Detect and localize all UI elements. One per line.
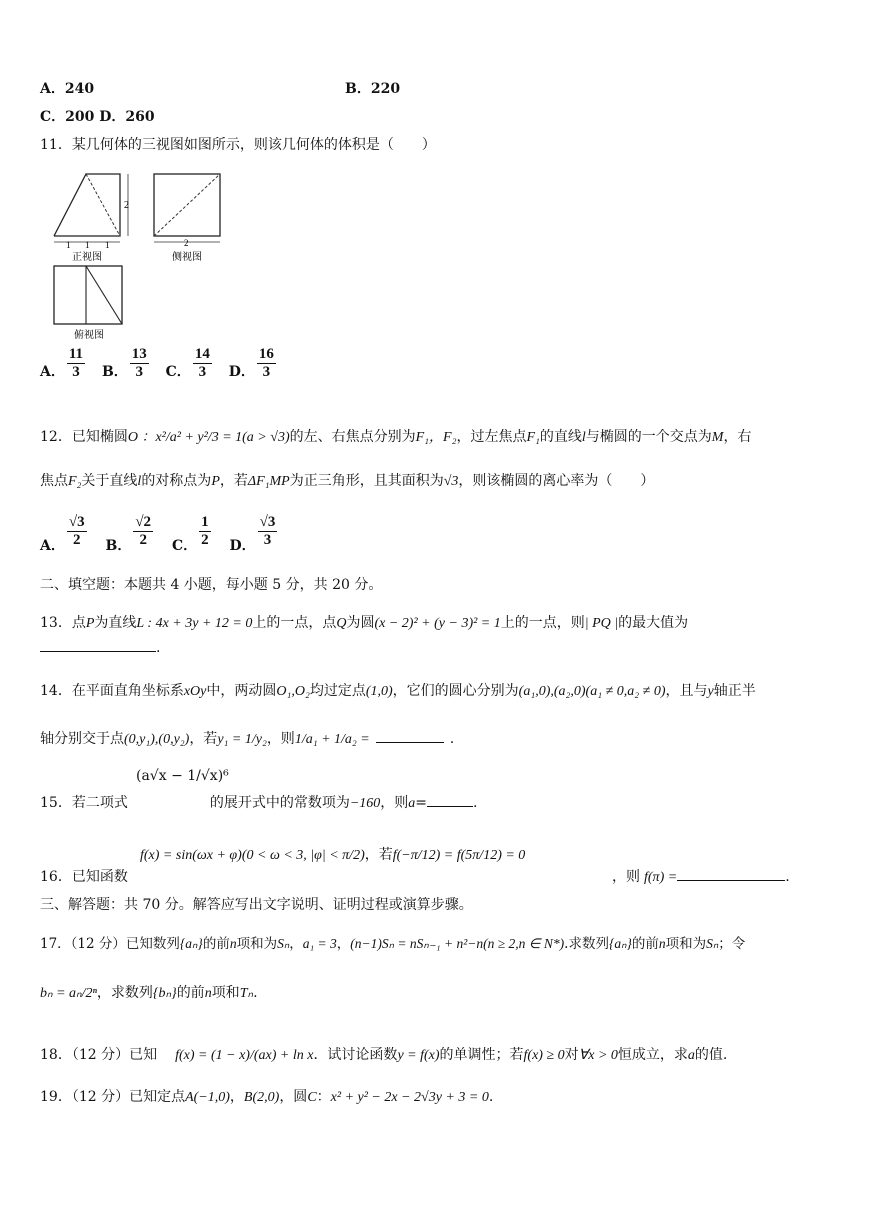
q12-line2: 焦点F₂关于直线l的对称点为P，若ΔF₁MP为正三角形，且其面积为√3，则该椭圆的离心率为（ ） [40,473,655,489]
q11-stem: 11．某几何体的三视图如图所示，则该几何体的体积是（ ） [40,137,436,153]
section-3-heading: 三、解答题：共 70 分。解答应写出文字说明、证明过程或演算步骤。 [40,897,473,913]
section-2-heading: 二、填空题：本题共 4 小题，每小题 5 分，共 20 分。 [40,577,383,593]
q16-answer-blank[interactable] [677,880,785,881]
q15-answer-blank[interactable] [427,806,473,807]
q16-function-def: f(x) = sin(ωx + φ)(0 < ω < 3, |φ| < π/2)，若f(−π/12) = f(5π/12) = 0 [140,847,526,863]
front-width-dim-3: 1 [105,240,110,250]
front-view-label: 正视图 [72,252,102,263]
q14-line2: 轴分别交于点(0,y₁),(0,y₂)，若y₁ = 1/y₂，则1/a₁ + 1/a₂ = . [40,731,455,747]
q12-option-c: C． $\frac{1}{2}$ [171,514,209,554]
three-view-figure [48,168,228,343]
q11-option-d: D． $\frac{16}{3}$ [228,346,274,380]
top-view [54,266,122,324]
q18-line: 18．（12 分）已知 f(x) = (1 − x)/(ax) + ln x．试讨论函数y = f(x)的单调性；若f(x) ≥ 0对∀x > 0恒成立，求a的值. [40,1047,728,1063]
q11-option-b: B． $\frac{13}{3}$ [101,346,147,380]
q11-options [40,346,278,389]
q15-binomial: (a√x − 1/√x)⁶ [136,768,229,784]
q14-answer-blank[interactable] [376,742,444,743]
q12-option-b: B． $\frac{√2}{2}$ [105,514,152,554]
q15-line: 15．若二项式 的展开式中的常数项为−160，则a= . [40,795,478,811]
front-width-dim-2: 1 [85,240,90,250]
q12-line1: 12．已知椭圆O ：x²/a² + y²/3 = 1(a > √3)的左、右焦点分别为F₁，F₂，过左焦点F₁的直线l与椭圆的一个交点为M，右 [40,429,752,445]
q10-option-a: A．240 [40,81,95,97]
ellipse-equation: x²/a² + y²/3 = 1(a > √3) [155,430,290,445]
front-height-dim: 2 [124,200,129,211]
q12-option-a: A． $\frac{√3}{2}$ [40,514,85,554]
front-width-dim-1: 1 [66,240,71,250]
q16-line: 16．已知函数 [40,869,128,885]
q11-option-c: C． $\frac{14}{3}$ [165,346,210,380]
side-width-dim: 2 [184,238,189,248]
side-view [154,174,220,242]
q13-line1: 13．点P为直线L : 4x + 3y + 12 = 0上的一点，点Q为圆(x − 2)² + (y − 3)² = 1上的一点，则| PQ |的最大值为 [40,615,689,631]
q17-line2: bₙ = aₙ/2ⁿ，求数列{bₙ}的前n项和Tₙ. [40,985,258,1001]
side-view-label: 侧视图 [172,252,202,263]
top-view-label: 俯视图 [74,330,104,341]
q12-option-d: D． $\frac{√3}{3}$ [229,514,276,554]
q12-options [40,514,279,554]
q14-line1: 14．在平面直角坐标系xOy中，两动圆O₁,O₂均过定点(1,0)，它们的圆心分别为(a₁,0),(a₂,0)(a₁ ≠ 0,a₂ ≠ 0)，且与y轴正半 [40,683,756,699]
q19-line: 19．（12 分）已知定点A(−1,0)，B(2,0)，圆C：x² + y² − 2x − 2√3y + 3 = 0. [40,1089,494,1105]
q11-option-a: A． $\frac{11}{3}$ [40,346,84,380]
q16-tail: ，则 f(π) = . [612,869,790,885]
front-view [54,174,128,242]
q10-option-cd: C．200 D．260 [40,109,155,125]
q17-line1: 17．（12 分）已知数列{aₙ}的前n项和为Sₙ，a₁ = 3，(n−1)Sₙ = nSₙ₋₁ + n²−n(n ≥ 2,n ∈ N*).求数列{aₙ}的前n项和为Sₙ；令 [40,936,746,952]
q13-answer-blank[interactable]: . [40,640,160,656]
q10-option-b: B．220 [345,81,401,97]
